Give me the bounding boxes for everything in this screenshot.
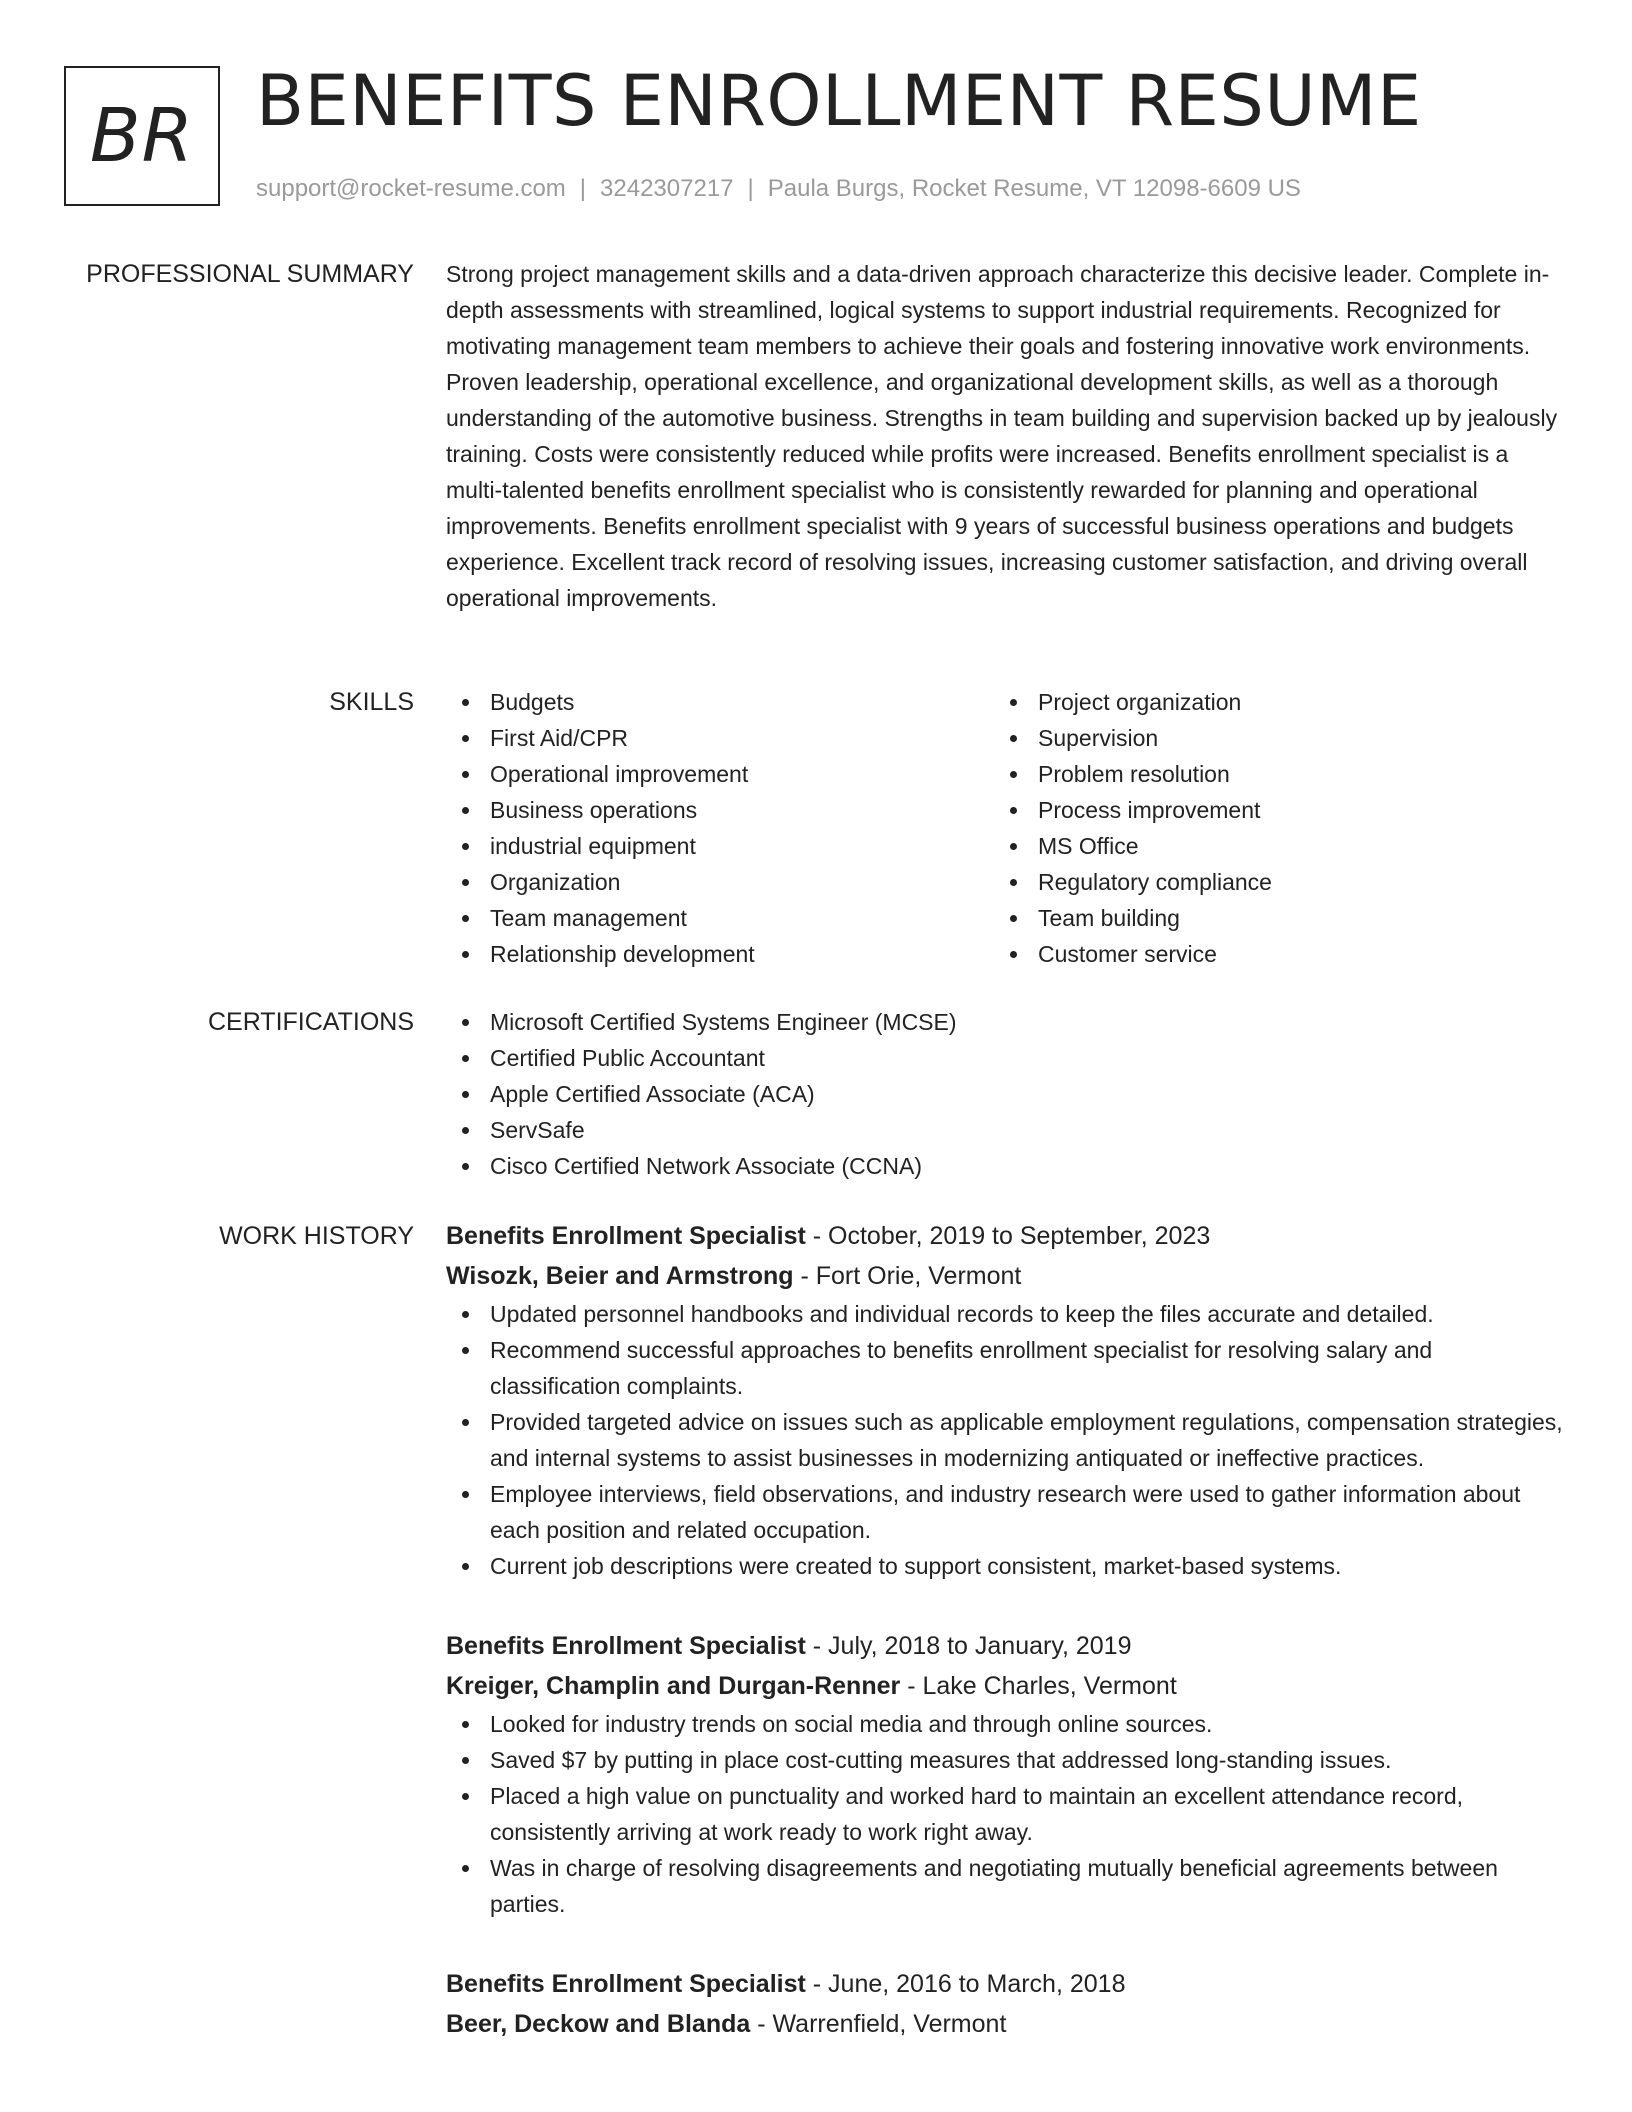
list-item: Was in charge of resolving disagreements and negotiating mutually beneficial agreements between parties. (446, 1850, 1566, 1922)
list-item: Operational improvement (446, 756, 994, 792)
list-item: Relationship development (446, 936, 994, 972)
certifications-body (446, 1004, 1566, 1184)
summary-body (446, 256, 1566, 616)
skills-list-left (446, 684, 994, 972)
contact-address: Paula Burgs, Rocket Resume, VT 12098-6609 US (767, 175, 1301, 202)
list-item: Apple Certified Associate (ACA) (446, 1076, 1566, 1112)
skills-body (446, 684, 1566, 972)
certifications-list (446, 1004, 1566, 1184)
list-item: Employee interviews, field observations, and industry research were used to gather information about each position and related occupation. (446, 1476, 1566, 1548)
job-title-line (446, 1216, 1566, 1256)
list-item: Certified Public Accountant (446, 1040, 1566, 1076)
job-dates: - June, 2016 to March, 2018 (805, 1970, 1126, 1998)
job-dates: - July, 2018 to January, 2019 (805, 1632, 1132, 1660)
job-location: - Lake Charles, Vermont (900, 1672, 1177, 1700)
skills-label: SKILLS (329, 688, 414, 716)
job-company-line (446, 1256, 1566, 1296)
job-company: Beer, Deckow and Blanda (446, 2010, 751, 2038)
list-item: First Aid/CPR (446, 720, 994, 756)
list-item: Project organization (994, 684, 1542, 720)
list-item: MS Office (994, 828, 1542, 864)
job-dates: - October, 2019 to September, 2023 (805, 1222, 1211, 1250)
work-history-label: WORK HISTORY (219, 1222, 414, 1250)
contact-separator: | (579, 175, 587, 202)
job-entry (446, 1964, 1566, 2044)
list-item: Saved $7 by putting in place cost-cutting measures that addressed long-standing issues. (446, 1742, 1566, 1778)
list-item: Team management (446, 900, 994, 936)
skills-list-right (994, 684, 1542, 972)
list-item: Provided targeted advice on issues such as applicable employment regulations, compensation strategies, and internal systems to assist businesses in modernizing antiquated or ineffective practices. (446, 1404, 1566, 1476)
monogram-logo: BR (64, 66, 220, 206)
summary-text: Strong project management skills and a data-driven approach characterize this decisive leader. Complete in-depth assessments with streamlined, logical systems to support industrial requirements. Recognized for motivating management team members to achieve their goals and fostering innovative work environments. Proven leadership, operational excellence, and organizational development skills, as well as a thorough understanding of the automotive business. Strengths in team building and supervision backed up by jealously training. Costs were consistently reduced while profits were increased. Benefits enrollment specialist is a multi-talented benefits enrollment specialist who is consistently rewarded for planning and operational improvements. Benefits enrollment specialist with 9 years of successful business operations and budgets experience. Excellent track record of resolving issues, increasing customer satisfaction, and driving overall operational improvements. (446, 261, 1558, 611)
list-item: Recommend successful approaches to benefits enrollment specialist for resolving salary and classification complaints. (446, 1332, 1566, 1404)
list-item: Looked for industry trends on social media and through online sources. (446, 1706, 1566, 1742)
list-item: Budgets (446, 684, 994, 720)
list-item: Supervision (994, 720, 1542, 756)
list-item: Current job descriptions were created to support consistent, market-based systems. (446, 1548, 1566, 1584)
job-location: - Fort Orie, Vermont (793, 1262, 1022, 1290)
job-title: Benefits Enrollment Specialist (446, 1970, 806, 1998)
job-title-line (446, 1964, 1566, 2004)
list-item: Process improvement (994, 792, 1542, 828)
job-title: Benefits Enrollment Specialist (446, 1222, 806, 1250)
list-item: Business operations (446, 792, 994, 828)
list-item: Updated personnel handbooks and individual records to keep the files accurate and detailed. (446, 1296, 1566, 1332)
list-item: Regulatory compliance (994, 864, 1542, 900)
contact-phone[interactable]: 3242307217 (600, 175, 734, 202)
contact-line (256, 172, 1301, 206)
job-duties-list (446, 1296, 1566, 1584)
list-item: Cisco Certified Network Associate (CCNA) (446, 1148, 1566, 1184)
job-company: Wisozk, Beier and Armstrong (446, 1262, 794, 1290)
job-title: Benefits Enrollment Specialist (446, 1632, 806, 1660)
resume-title: BENEFITS ENROLLMENT RESUME (256, 60, 1422, 142)
summary-label: PROFESSIONAL SUMMARY (86, 260, 414, 288)
list-item: Placed a high value on punctuality and worked hard to maintain an excellent attendance record, consistently arriving at work ready to work right away. (446, 1778, 1566, 1850)
job-entry (446, 1216, 1566, 1584)
job-company: Kreiger, Champlin and Durgan-Renner (446, 1672, 901, 1700)
job-company-line (446, 2004, 1566, 2044)
job-location: - Warrenfield, Vermont (750, 2010, 1007, 2038)
list-item: Team building (994, 900, 1542, 936)
job-duties-list (446, 1706, 1566, 1922)
list-item: ServSafe (446, 1112, 1566, 1148)
work-history-body (446, 1216, 1566, 2086)
list-item: industrial equipment (446, 828, 994, 864)
contact-email[interactable]: support@rocket-resume.com (256, 175, 566, 202)
list-item: Organization (446, 864, 994, 900)
job-entry (446, 1626, 1566, 1922)
list-item: Customer service (994, 936, 1542, 972)
job-company-line (446, 1666, 1566, 1706)
job-title-line (446, 1626, 1566, 1666)
list-item: Problem resolution (994, 756, 1542, 792)
certifications-label: CERTIFICATIONS (207, 1008, 414, 1036)
contact-separator: | (747, 175, 754, 202)
list-item: Microsoft Certified Systems Engineer (MCSE) (446, 1004, 1566, 1040)
